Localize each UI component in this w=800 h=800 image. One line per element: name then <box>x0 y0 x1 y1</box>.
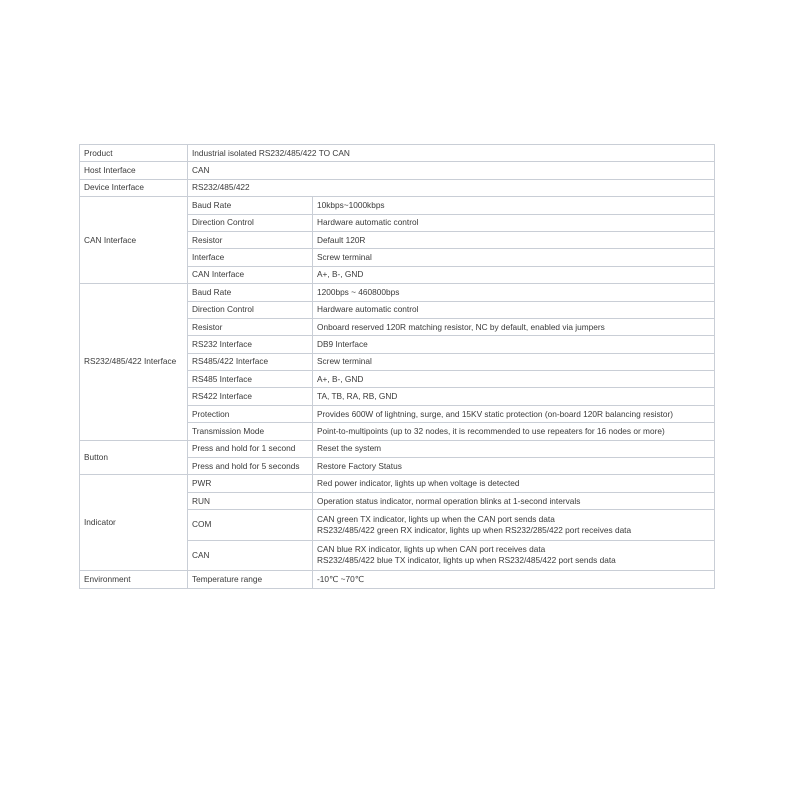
cell-name: COM <box>188 510 313 541</box>
table-row <box>80 284 715 301</box>
cell-value-line: CAN green TX indicator, lights up when the CAN port sends data <box>317 513 555 524</box>
cell-value: DB9 Interface <box>313 336 715 353</box>
group-header-can-interface: CAN Interface <box>80 197 188 284</box>
table-row <box>80 197 715 214</box>
cell-value <box>313 510 715 541</box>
cell-name: PWR <box>188 475 313 492</box>
table-row-device-interface <box>80 179 715 196</box>
cell-value: CAN <box>188 162 715 179</box>
cell-value: A+, B-, GND <box>313 371 715 388</box>
cell-value: A+, B-, GND <box>313 266 715 283</box>
group-header-button: Button <box>80 440 188 475</box>
cell-value: Hardware automatic control <box>313 301 715 318</box>
cell-name: Press and hold for 5 seconds <box>188 458 313 475</box>
cell-value: Red power indicator, lights up when voltage is detected <box>313 475 715 492</box>
cell-name: Resistor <box>188 318 313 335</box>
cell-value: Reset the system <box>313 440 715 457</box>
cell-name: Temperature range <box>188 571 313 588</box>
cell-value: Screw terminal <box>313 353 715 370</box>
row-header: Device Interface <box>80 179 188 196</box>
cell-name: Interface <box>188 249 313 266</box>
cell-value: -10℃ ~70℃ <box>313 571 715 588</box>
cell-value: Onboard reserved 120R matching resistor, NC by default, enabled via jumpers <box>313 318 715 335</box>
cell-value: Default 120R <box>313 231 715 248</box>
cell-name: Protection <box>188 405 313 422</box>
cell-value: Point-to-multipoints (up to 32 nodes, it is recommended to use repeaters for 16 nodes or more) <box>313 423 715 440</box>
cell-value-line: RS232/485/422 blue TX indicator, lights up when RS232/485/422 port sends data <box>317 555 616 566</box>
cell-name: RS485/422 Interface <box>188 353 313 370</box>
cell-name: Direction Control <box>188 214 313 231</box>
cell-value-line: CAN blue RX indicator, lights up when CAN port receives data <box>317 544 546 555</box>
cell-name: RS485 Interface <box>188 371 313 388</box>
table-row-host-interface <box>80 162 715 179</box>
cell-value: Restore Factory Status <box>313 458 715 475</box>
cell-value: Hardware automatic control <box>313 214 715 231</box>
cell-value: Provides 600W of lightning, surge, and 15KV static protection (on-board 120R balancing resistor) <box>313 405 715 422</box>
cell-name: Direction Control <box>188 301 313 318</box>
cell-value: Industrial isolated RS232/485/422 TO CAN <box>188 145 715 162</box>
row-header: Environment <box>80 571 188 588</box>
row-header: Host Interface <box>80 162 188 179</box>
cell-name: RS232 Interface <box>188 336 313 353</box>
cell-value <box>313 540 715 571</box>
cell-name: Baud Rate <box>188 197 313 214</box>
cell-name: Resistor <box>188 231 313 248</box>
cell-value: RS232/485/422 <box>188 179 715 196</box>
table-row-environment <box>80 571 715 588</box>
group-header-indicator: Indicator <box>80 475 188 571</box>
cell-name: Transmission Mode <box>188 423 313 440</box>
table-row <box>80 440 715 457</box>
cell-value: 10kbps~1000kbps <box>313 197 715 214</box>
cell-name: RUN <box>188 492 313 509</box>
cell-value: 1200bps ~ 460800bps <box>313 284 715 301</box>
cell-name: Press and hold for 1 second <box>188 440 313 457</box>
group-header-serial-interface: RS232/485/422 Interface <box>80 284 188 441</box>
table-row-product <box>80 145 715 162</box>
cell-name: RS422 Interface <box>188 388 313 405</box>
cell-value: Screw terminal <box>313 249 715 266</box>
cell-name: CAN Interface <box>188 266 313 283</box>
cell-value-line: RS232/485/422 green RX indicator, lights up when RS232/285/422 port receives data <box>317 524 632 535</box>
cell-value: TA, TB, RA, RB, GND <box>313 388 715 405</box>
cell-value: Operation status indicator, normal operation blinks at 1-second intervals <box>313 492 715 509</box>
spec-table <box>79 144 715 589</box>
cell-name: CAN <box>188 540 313 571</box>
row-header: Product <box>80 145 188 162</box>
table-row <box>80 475 715 492</box>
cell-name: Baud Rate <box>188 284 313 301</box>
